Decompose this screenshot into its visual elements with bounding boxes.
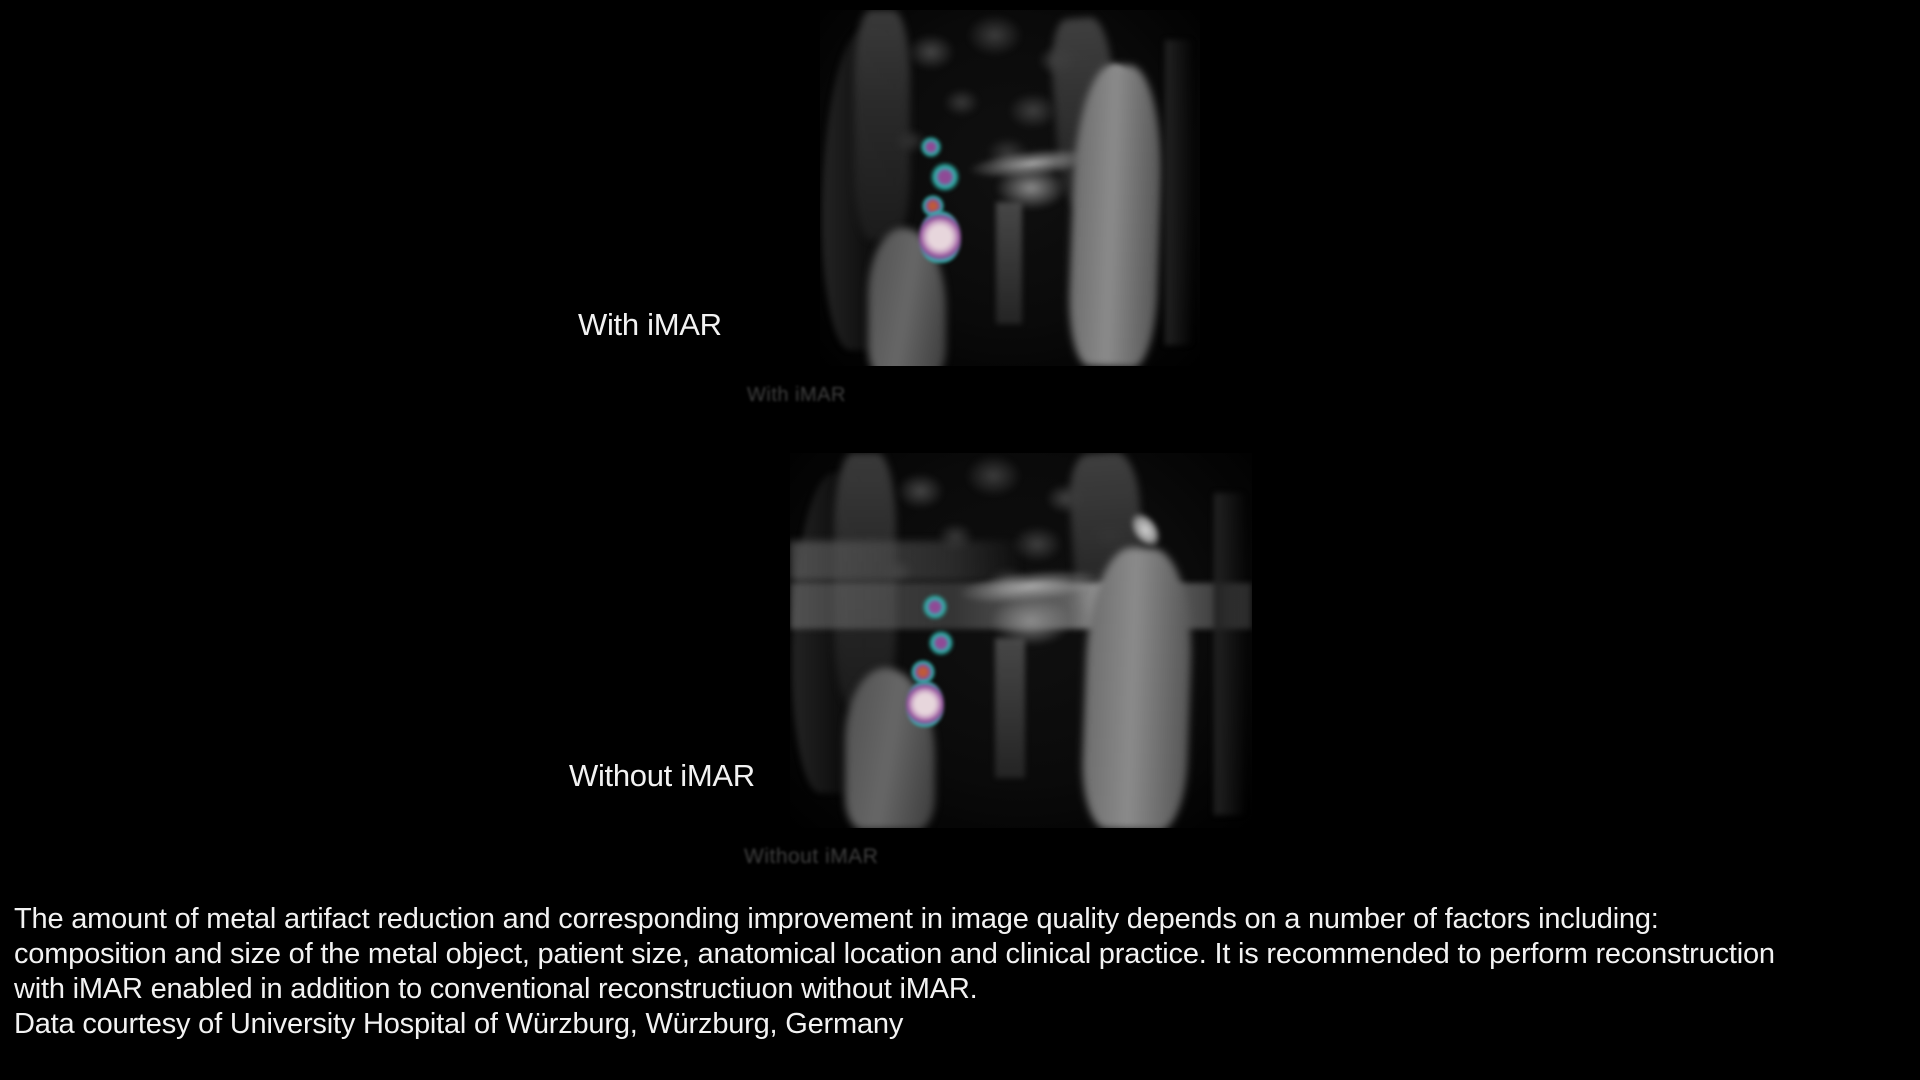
without-imar-label: Without iMAR [569,758,755,793]
pet-hotspot-4-large [906,681,944,727]
without-imar-ghost-watermark: Without iMAR [744,845,879,868]
pet-hotspot-1 [920,136,942,158]
pet-hotspot-4-large [919,211,961,263]
caption [14,902,1775,1042]
body-outline-right [1214,493,1246,815]
femur-column [996,202,1022,324]
with-imar-ghost-watermark: With iMAR [747,384,846,406]
caption-line-2: composition and size of the metal object, patient size, anatomical location and clinical practice. It is recommended to perform reconstruction [14,938,1775,970]
caption-line-4: Data courtesy of University Hospital of Würzburg, Würzburg, Germany [14,1008,904,1040]
pet-hotspot-2 [928,630,954,656]
caption-line-3: with iMAR enabled in addition to conventional reconstructiuon without iMAR. [14,973,978,1005]
femur-column [995,638,1025,778]
caption-line-1: The amount of metal artifact reduction and corresponding improvement in image quality depends on a number of factors including: [14,903,1659,935]
ct-image-without-imar [790,453,1252,828]
ct-image-with-imar [820,10,1200,366]
right-thigh-muscle [1080,546,1195,828]
pet-hotspot-1 [922,594,948,620]
body-outline-right [1165,40,1193,345]
pet-hotspot-2 [930,162,960,192]
with-imar-label: With iMAR [578,307,722,342]
